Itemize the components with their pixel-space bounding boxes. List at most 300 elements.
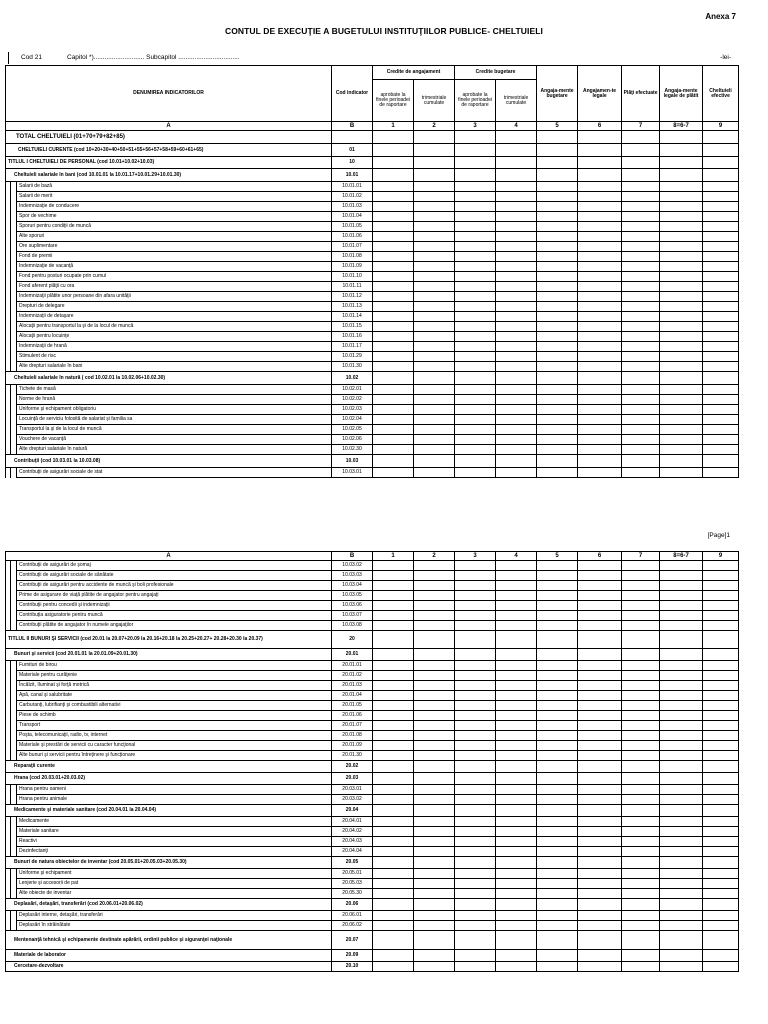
indicator-name: Locuinţă de serviciu folosită de salariat şi familia sa <box>17 415 332 425</box>
value-cell <box>373 372 414 385</box>
value-cell <box>578 157 622 169</box>
value-cell <box>622 681 660 691</box>
value-cell <box>455 879 496 889</box>
value-cell <box>373 911 414 921</box>
value-cell <box>660 921 703 931</box>
value-cell <box>537 795 578 805</box>
indicator-code: 20.04.01 <box>332 817 373 827</box>
value-cell <box>496 332 537 342</box>
value-cell <box>703 242 739 252</box>
indicator-code: 10.01.04 <box>332 212 373 222</box>
indicator-code: 10.03.02 <box>332 561 373 571</box>
value-cell <box>578 282 622 292</box>
value-cell <box>373 691 414 701</box>
indicator-code: 20.03.02 <box>332 795 373 805</box>
col-header-trimestriale: trimestriale cumulate <box>496 80 537 122</box>
value-cell <box>622 425 660 435</box>
value-cell <box>455 425 496 435</box>
value-cell <box>455 731 496 741</box>
indicator-name: Reparaţii curente <box>6 761 332 773</box>
value-cell <box>622 691 660 701</box>
value-cell <box>660 671 703 681</box>
value-cell <box>537 222 578 232</box>
value-cell <box>578 372 622 385</box>
value-cell <box>373 131 414 144</box>
value-cell <box>578 252 622 262</box>
value-cell <box>660 631 703 649</box>
value-cell <box>622 591 660 601</box>
expense-table-page-1 <box>5 65 739 478</box>
value-cell <box>373 468 414 478</box>
value-cell <box>373 805 414 817</box>
value-cell <box>578 571 622 581</box>
table-row <box>6 785 739 795</box>
value-cell <box>622 571 660 581</box>
value-cell <box>455 202 496 212</box>
value-cell <box>660 621 703 631</box>
value-cell <box>455 962 496 972</box>
indicator-code: 10.03.07 <box>332 611 373 621</box>
value-cell <box>622 649 660 661</box>
indicator-name: Materiale pentru curăţenie <box>17 671 332 681</box>
value-cell <box>622 661 660 671</box>
value-cell <box>455 701 496 711</box>
table-row <box>6 445 739 455</box>
value-cell <box>537 773 578 785</box>
value-cell <box>537 785 578 795</box>
value-cell <box>373 817 414 827</box>
col-letter: 3 <box>455 122 496 131</box>
value-cell <box>496 931 537 950</box>
value-cell <box>496 847 537 857</box>
col-letter: 8=6-7 <box>660 552 703 561</box>
value-cell <box>414 131 455 144</box>
value-cell <box>455 212 496 222</box>
value-cell <box>703 322 739 332</box>
currency-label: -lei- <box>720 54 731 61</box>
value-cell <box>537 302 578 312</box>
value-cell <box>414 847 455 857</box>
value-cell <box>496 773 537 785</box>
value-cell <box>373 671 414 681</box>
value-cell <box>414 805 455 817</box>
annex-label: Anexa 7 <box>705 12 736 21</box>
value-cell <box>622 837 660 847</box>
indicator-name: Indemnizaţii de hrană <box>17 342 332 352</box>
value-cell <box>622 611 660 621</box>
value-cell <box>455 445 496 455</box>
value-cell <box>578 222 622 232</box>
value-cell <box>703 889 739 899</box>
indicator-code: 10.01.12 <box>332 292 373 302</box>
indicator-name: Hrana pentru animale <box>17 795 332 805</box>
value-cell <box>578 649 622 661</box>
value-cell <box>660 212 703 222</box>
value-cell <box>578 352 622 362</box>
value-cell <box>496 805 537 817</box>
value-cell <box>496 182 537 192</box>
indicator-name: Medicamente <box>17 817 332 827</box>
table-row <box>6 751 739 761</box>
table-row <box>6 962 739 972</box>
value-cell <box>414 950 455 962</box>
value-cell <box>373 950 414 962</box>
value-cell <box>373 741 414 751</box>
value-cell <box>622 805 660 817</box>
value-cell <box>660 252 703 262</box>
value-cell <box>578 661 622 671</box>
value-cell <box>703 561 739 571</box>
value-cell <box>622 711 660 721</box>
value-cell <box>496 611 537 621</box>
value-cell <box>622 415 660 425</box>
value-cell <box>703 773 739 785</box>
indicator-code: 10.01.10 <box>332 272 373 282</box>
value-cell <box>622 911 660 921</box>
indicator-name: Transportul la şi de la locul de muncă <box>17 425 332 435</box>
value-cell <box>703 302 739 312</box>
value-cell <box>578 711 622 721</box>
value-cell <box>622 761 660 773</box>
value-cell <box>578 869 622 879</box>
value-cell <box>496 857 537 869</box>
value-cell <box>537 425 578 435</box>
value-cell <box>537 182 578 192</box>
value-cell <box>373 649 414 661</box>
table-row <box>6 144 739 157</box>
indicator-name: Contribuţii pentru concedii şi indemnizaţii <box>17 601 332 611</box>
col-letter: 2 <box>414 552 455 561</box>
indicator-name: Fond de premii <box>17 252 332 262</box>
value-cell <box>414 212 455 222</box>
value-cell <box>496 889 537 899</box>
value-cell <box>414 385 455 395</box>
value-cell <box>537 671 578 681</box>
value-cell <box>455 649 496 661</box>
value-cell <box>660 292 703 302</box>
value-cell <box>703 468 739 478</box>
value-cell <box>414 372 455 385</box>
col-header-code: Cod indicator <box>332 66 373 122</box>
indicator-code: 10.01.08 <box>332 252 373 262</box>
indicator-code: 20.01.06 <box>332 711 373 721</box>
indicator-code: 10.03.05 <box>332 591 373 601</box>
value-cell <box>578 805 622 817</box>
indicator-code: 10.02.30 <box>332 445 373 455</box>
value-cell <box>373 631 414 649</box>
indicator-code: 20.05.30 <box>332 889 373 899</box>
value-cell <box>622 899 660 911</box>
value-cell <box>622 222 660 232</box>
indicator-code: 10.01.11 <box>332 282 373 292</box>
indicator-code: 20.04 <box>332 805 373 817</box>
value-cell <box>537 631 578 649</box>
table-row <box>6 435 739 445</box>
value-cell <box>660 372 703 385</box>
value-cell <box>537 292 578 302</box>
table-row <box>6 950 739 962</box>
value-cell <box>373 837 414 847</box>
value-cell <box>496 621 537 631</box>
value-cell <box>578 455 622 468</box>
indicator-name: Furnituri de birou <box>17 661 332 671</box>
value-cell <box>537 405 578 415</box>
value-cell <box>703 352 739 362</box>
indicator-name: Cheltuieli salariale în natură ( cod 10.02.01 la 10.02.06+10.02.30) <box>6 372 332 385</box>
table-row <box>6 817 739 827</box>
value-cell <box>660 869 703 879</box>
indicator-name: Uniforme şi echipament <box>17 869 332 879</box>
value-cell <box>703 691 739 701</box>
table-row <box>6 157 739 169</box>
indicator-name: Contribuţii de asigurări sociale de stat <box>17 468 332 478</box>
value-cell <box>455 795 496 805</box>
indicator-code: 10.02 <box>332 372 373 385</box>
col-letter: 5 <box>537 122 578 131</box>
value-cell <box>414 455 455 468</box>
value-cell <box>660 837 703 847</box>
value-cell <box>455 950 496 962</box>
value-cell <box>373 751 414 761</box>
table-row <box>6 795 739 805</box>
value-cell <box>703 202 739 212</box>
value-cell <box>496 262 537 272</box>
value-cell <box>578 721 622 731</box>
value-cell <box>414 282 455 292</box>
value-cell <box>660 701 703 711</box>
value-cell <box>373 322 414 332</box>
value-cell <box>703 445 739 455</box>
value-cell <box>660 805 703 817</box>
col-header-cheltuieli-efective: Cheltuieli efective <box>703 66 739 122</box>
value-cell <box>537 847 578 857</box>
indicator-name: Indemnizaţii plătite unor persoane din afara unităţii <box>17 292 332 302</box>
value-cell <box>455 352 496 362</box>
value-cell <box>496 601 537 611</box>
value-cell <box>496 899 537 911</box>
value-cell <box>578 889 622 899</box>
indicator-name: TITLUL I CHELTUIELI DE PERSONAL (cod 10.01+10.02+10.03) <box>6 157 332 169</box>
value-cell <box>537 649 578 661</box>
indicator-name: Alocaţii pentru transportul la şi de la locul de muncă <box>17 322 332 332</box>
value-cell <box>622 701 660 711</box>
value-cell <box>578 362 622 372</box>
table-row <box>6 721 739 731</box>
value-cell <box>414 671 455 681</box>
value-cell <box>414 242 455 252</box>
value-cell <box>537 395 578 405</box>
value-cell <box>622 312 660 322</box>
value-cell <box>703 795 739 805</box>
value-cell <box>496 661 537 671</box>
value-cell <box>622 857 660 869</box>
value-cell <box>373 182 414 192</box>
value-cell <box>496 649 537 661</box>
value-cell <box>660 661 703 671</box>
indicator-code: 10.01.17 <box>332 342 373 352</box>
value-cell <box>373 731 414 741</box>
value-cell <box>660 711 703 721</box>
value-cell <box>660 362 703 372</box>
indicator-name: Lenjerie şi accesorii de pat <box>17 879 332 889</box>
value-cell <box>703 711 739 721</box>
value-cell <box>703 962 739 972</box>
value-cell <box>455 827 496 837</box>
value-cell <box>578 731 622 741</box>
indicator-name: Alte drepturi salariale în natură <box>17 445 332 455</box>
value-cell <box>373 889 414 899</box>
value-cell <box>703 869 739 879</box>
value-cell <box>578 435 622 445</box>
value-cell <box>496 741 537 751</box>
value-cell <box>537 921 578 931</box>
value-cell <box>455 591 496 601</box>
value-cell <box>622 468 660 478</box>
col-letter: 7 <box>622 122 660 131</box>
value-cell <box>373 332 414 342</box>
value-cell <box>660 157 703 169</box>
value-cell <box>703 222 739 232</box>
indicator-code: 10.02.04 <box>332 415 373 425</box>
value-cell <box>496 731 537 741</box>
table-row <box>6 131 739 144</box>
value-cell <box>578 899 622 911</box>
col-letter: 8=6-7 <box>660 122 703 131</box>
value-cell <box>578 671 622 681</box>
value-cell <box>578 962 622 972</box>
indicator-code: 20.01.04 <box>332 691 373 701</box>
col-letter: 4 <box>496 552 537 561</box>
table-row <box>6 711 739 721</box>
value-cell <box>622 455 660 468</box>
value-cell <box>496 581 537 591</box>
value-cell <box>414 741 455 751</box>
value-cell <box>660 649 703 661</box>
value-cell <box>703 911 739 921</box>
value-cell <box>578 741 622 751</box>
table-row <box>6 455 739 468</box>
value-cell <box>496 222 537 232</box>
value-cell <box>660 817 703 827</box>
indicator-code: 10.02.05 <box>332 425 373 435</box>
value-cell <box>622 405 660 415</box>
value-cell <box>703 435 739 445</box>
col-letter: 6 <box>578 122 622 131</box>
value-cell <box>496 681 537 691</box>
value-cell <box>537 468 578 478</box>
value-cell <box>414 795 455 805</box>
value-cell <box>703 272 739 282</box>
indicator-code: 10.01.01 <box>332 182 373 192</box>
value-cell <box>660 312 703 322</box>
value-cell <box>455 571 496 581</box>
col-letter: 5 <box>537 552 578 561</box>
value-cell <box>373 661 414 671</box>
value-cell <box>622 795 660 805</box>
value-cell <box>455 292 496 302</box>
value-cell <box>537 455 578 468</box>
value-cell <box>660 222 703 232</box>
value-cell <box>455 222 496 232</box>
value-cell <box>537 751 578 761</box>
indicator-name: Indemnizaţie de vacanţă <box>17 262 332 272</box>
value-cell <box>455 911 496 921</box>
value-cell <box>660 169 703 182</box>
value-cell <box>373 405 414 415</box>
value-cell <box>660 425 703 435</box>
value-cell <box>537 681 578 691</box>
value-cell <box>455 272 496 282</box>
value-cell <box>455 282 496 292</box>
value-cell <box>537 691 578 701</box>
value-cell <box>373 455 414 468</box>
value-cell <box>622 581 660 591</box>
table-row <box>6 805 739 817</box>
indicator-code: 10.01.03 <box>332 202 373 212</box>
value-cell <box>414 889 455 899</box>
indicator-code: 10.01.16 <box>332 332 373 342</box>
indicator-name: Carburanţi, lubrifianţi şi combustibili alternativi <box>17 701 332 711</box>
value-cell <box>414 202 455 212</box>
table-row <box>6 649 739 661</box>
indicator-name: Alocaţii pentru locuinţe <box>17 332 332 342</box>
value-cell <box>703 857 739 869</box>
indicator-code: 20.04.04 <box>332 847 373 857</box>
value-cell <box>660 202 703 212</box>
col-header-name: DENUMIREA INDICATORILOR <box>6 66 332 122</box>
table-row <box>6 372 739 385</box>
value-cell <box>414 222 455 232</box>
value-cell <box>622 182 660 192</box>
value-cell <box>703 405 739 415</box>
value-cell <box>578 701 622 711</box>
value-cell <box>537 711 578 721</box>
value-cell <box>414 921 455 931</box>
indicator-code: 20.03 <box>332 773 373 785</box>
value-cell <box>414 869 455 879</box>
value-cell <box>660 931 703 950</box>
value-cell <box>578 857 622 869</box>
value-cell <box>537 721 578 731</box>
value-cell <box>703 332 739 342</box>
value-cell <box>455 711 496 721</box>
value-cell <box>622 385 660 395</box>
table-row <box>6 681 739 691</box>
value-cell <box>660 611 703 621</box>
value-cell <box>496 169 537 182</box>
value-cell <box>703 761 739 773</box>
value-cell <box>537 571 578 581</box>
value-cell <box>414 232 455 242</box>
indicator-code: 10.01.29 <box>332 352 373 362</box>
value-cell <box>455 681 496 691</box>
value-cell <box>414 911 455 921</box>
indicator-code: 20.04.03 <box>332 837 373 847</box>
value-cell <box>622 342 660 352</box>
value-cell <box>622 192 660 202</box>
value-cell <box>414 773 455 785</box>
cod-label: Cod 21 <box>21 54 42 61</box>
value-cell <box>622 372 660 385</box>
value-cell <box>414 352 455 362</box>
value-cell <box>537 192 578 202</box>
indicator-name: Bunuri şi servicii (cod 20.01.01 la 20.01.09+20.01.30) <box>6 649 332 661</box>
value-cell <box>578 395 622 405</box>
indicator-name: Deplasări, detaşări, transferări (cod 20.06.01+20.06.02) <box>6 899 332 911</box>
value-cell <box>622 785 660 795</box>
value-cell <box>703 232 739 242</box>
value-cell <box>496 561 537 571</box>
